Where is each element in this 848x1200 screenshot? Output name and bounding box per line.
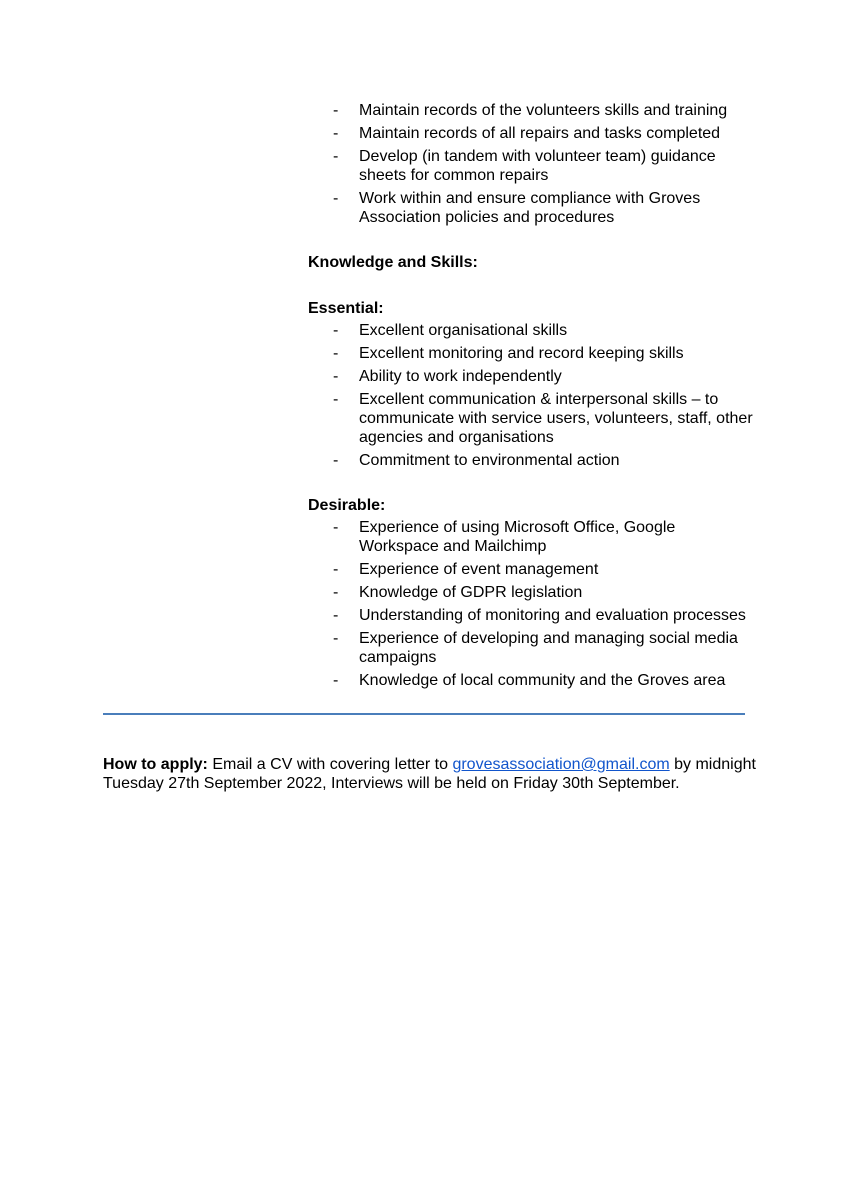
essential-list (308, 321, 758, 470)
dash-bullet: - (333, 125, 339, 142)
essential-item-text: Ability to work independently (359, 368, 562, 385)
dash-bullet: - (333, 102, 339, 119)
list-item (308, 451, 758, 470)
desirable-list (308, 518, 758, 690)
desirable-heading: Desirable: (308, 497, 386, 514)
section-divider (103, 713, 745, 715)
how-to-apply-label: How to apply: (103, 756, 208, 773)
dash-bullet: - (333, 584, 339, 601)
apply-text-after: by midnight Tuesday 27th September 2022, Interviews will be held on Friday 30th September. (103, 756, 756, 792)
list-item (308, 189, 758, 227)
duty-text: Work within and ensure compliance with Groves Association policies and procedures (359, 190, 701, 226)
essential-item-text: Excellent organisational skills (359, 322, 568, 339)
dash-bullet: - (333, 672, 339, 689)
how-to-apply-paragraph (103, 755, 763, 793)
list-item (308, 147, 758, 185)
list-item (308, 344, 758, 363)
dash-bullet: - (333, 190, 339, 207)
duty-text: Maintain records of the volunteers skills and training (359, 102, 728, 119)
essential-item-text: Excellent monitoring and record keeping skills (359, 345, 684, 362)
desirable-item-text: Understanding of monitoring and evaluation processes (359, 607, 746, 624)
list-item (308, 124, 758, 143)
list-item (308, 583, 758, 602)
dash-bullet: - (333, 345, 339, 362)
desirable-item-text: Experience of using Microsoft Office, Google Workspace and Mailchimp (359, 519, 676, 555)
dash-bullet: - (333, 630, 339, 647)
essential-item-text: Commitment to environmental action (359, 452, 620, 469)
essential-heading: Essential: (308, 300, 384, 317)
desirable-item-text: Experience of event management (359, 561, 599, 578)
dash-bullet: - (333, 322, 339, 339)
list-item (308, 671, 758, 690)
list-item (308, 367, 758, 386)
job-description-column (308, 101, 758, 694)
list-item (308, 101, 758, 120)
dash-bullet: - (333, 607, 339, 624)
duties-list (308, 101, 758, 227)
desirable-item-text: Experience of developing and managing social media campaigns (359, 630, 738, 666)
list-item (308, 629, 758, 667)
list-item (308, 390, 758, 447)
list-item (308, 321, 758, 340)
dash-bullet: - (333, 368, 339, 385)
desirable-item-text: Knowledge of local community and the Groves area (359, 672, 726, 689)
duty-text: Develop (in tandem with volunteer team) guidance sheets for common repairs (359, 148, 716, 184)
dash-bullet: - (333, 519, 339, 536)
apply-text-before: Email a CV with covering letter to (212, 756, 448, 773)
dash-bullet: - (333, 391, 339, 408)
essential-item-text: Excellent communication & interpersonal skills – to communicate with service users, volunteers, staff, other agencies and organisations (359, 391, 753, 446)
email-link[interactable]: grovesassociation@gmail.com (452, 756, 670, 773)
list-item (308, 606, 758, 625)
dash-bullet: - (333, 561, 339, 578)
dash-bullet: - (333, 148, 339, 165)
duty-text: Maintain records of all repairs and tasks completed (359, 125, 721, 142)
desirable-item-text: Knowledge of GDPR legislation (359, 584, 583, 601)
list-item (308, 560, 758, 579)
list-item (308, 518, 758, 556)
dash-bullet: - (333, 452, 339, 469)
knowledge-skills-heading: Knowledge and Skills: (308, 254, 478, 271)
